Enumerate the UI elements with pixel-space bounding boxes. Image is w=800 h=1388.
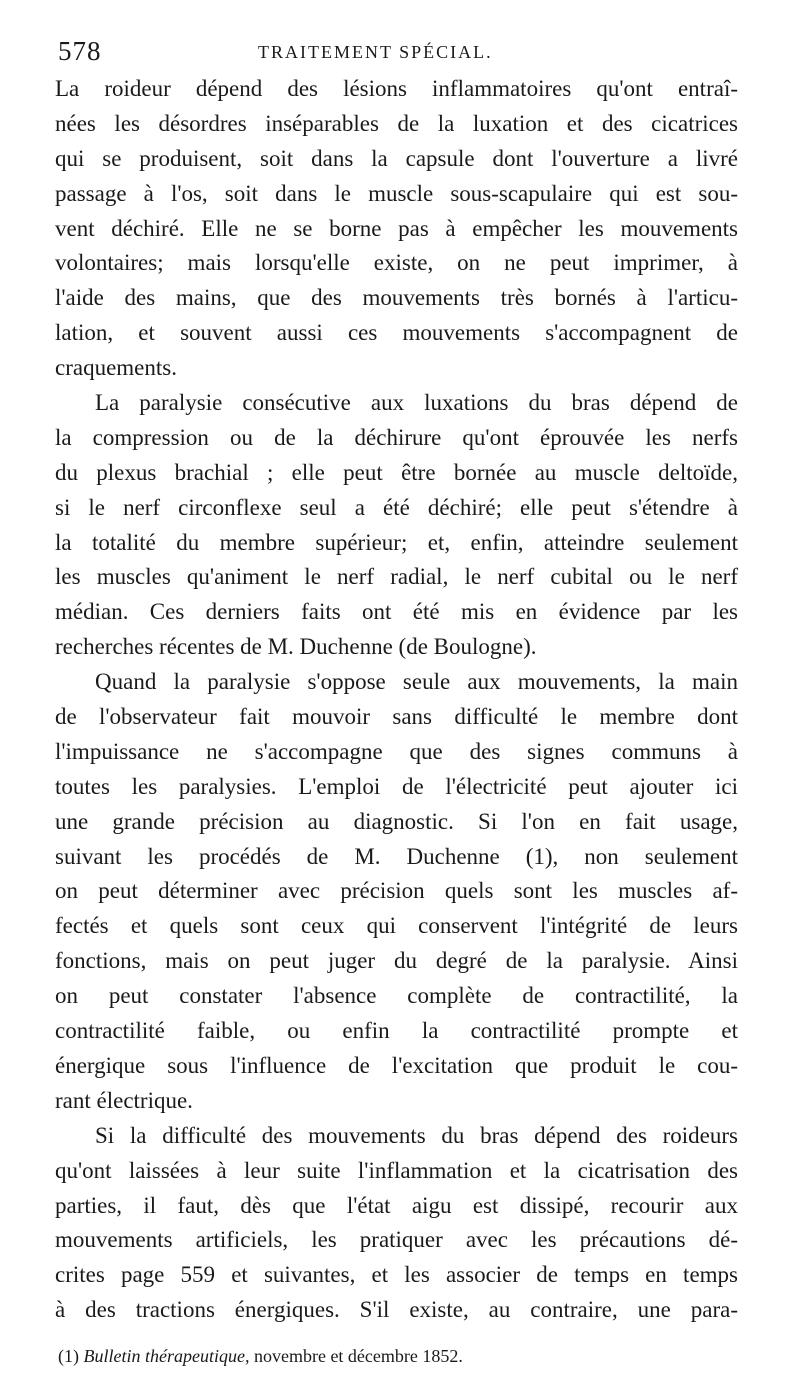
body-text <box>55 72 738 1328</box>
text-line: fectés et quels sont ceux qui conservent l'intégrité de leurs <box>55 913 738 939</box>
text-line: si le nerf circonflexe seul a été déchiré; elle peut s'étendre à <box>55 494 738 520</box>
text-line: l'impuissance ne s'accompagne que des signes communs à <box>55 738 738 764</box>
footnote-marker: (1) <box>58 1346 79 1366</box>
footnote-source-date: novembre et décembre 1852. <box>253 1346 463 1366</box>
text-line: qui se produisent, soit dans la capsule dont l'ouverture a livré <box>55 145 738 171</box>
text-line: crites page 559 et suivantes, et les associer de temps en temps <box>55 1262 738 1288</box>
page-number: 578 <box>58 36 102 66</box>
text-line: on peut déterminer avec précision quels sont les muscles af- <box>55 878 738 904</box>
text-line: médian. Ces derniers faits ont été mis en évidence par les <box>55 599 738 625</box>
text-line: Quand la paralysie s'oppose seule aux mouvements, la main <box>95 669 738 695</box>
text-line: La roideur dépend des lésions inflammatoires qu'ont entraî- <box>55 76 738 101</box>
text-line: les muscles qu'animent le nerf radial, le nerf cubital ou le nerf <box>55 564 738 590</box>
text-line: l'aide des mains, que des mouvements très bornés à l'articu- <box>55 285 738 311</box>
text-line: volontaires; mais lorsqu'elle existe, on ne peut imprimer, à <box>55 250 738 276</box>
text-line: rant électrique. <box>55 1087 193 1113</box>
page-header <box>58 36 738 70</box>
footnote-source-title: Bulletin thérapeutique, <box>83 1346 250 1366</box>
text-line: qu'ont laissées à leur suite l'inflammation et la cicatrisation des <box>55 1157 738 1183</box>
text-line: énergique sous l'influence de l'excitation que produit le cou- <box>55 1052 738 1078</box>
text-line: contractilité faible, ou enfin la contractilité prompte et <box>55 1018 738 1044</box>
text-line: toutes les paralysies. L'emploi de l'électricité peut ajouter ici <box>55 773 738 799</box>
running-title: TRAITEMENT SPÉCIAL. <box>258 42 493 62</box>
text-line: recherches récentes de M. Duchenne (de Boulogne). <box>55 634 537 660</box>
text-line: la totalité du membre supérieur; et, enfin, atteindre seulement <box>55 529 738 555</box>
text-line: à des tractions énergiques. S'il existe, au contraire, une para- <box>55 1297 738 1323</box>
text-line: de l'observateur fait mouvoir sans difficulté le membre dont <box>55 704 738 730</box>
text-line: fonctions, mais on peut juger du degré de la paralysie. Ainsi <box>55 948 738 974</box>
text-line: vent déchiré. Elle ne se borne pas à empêcher les mouvements <box>55 215 738 241</box>
text-line: mouvements artificiels, les pratiquer avec les précautions dé- <box>55 1227 738 1253</box>
text-line: la compression ou de la déchirure qu'ont éprouvée les nerfs <box>55 424 738 450</box>
text-line: craquements. <box>55 355 177 381</box>
text-line: Si la difficulté des mouvements du bras dépend des roideurs <box>95 1122 738 1148</box>
footnote <box>58 1346 738 1367</box>
text-line: lation, et souvent aussi ces mouvements s'accompagnent de <box>55 320 738 346</box>
text-line: La paralysie consécutive aux luxations du bras dépend de <box>95 390 738 416</box>
text-line: on peut constater l'absence complète de contractilité, la <box>55 983 738 1009</box>
text-line: passage à l'os, soit dans le muscle sous-scapulaire qui est sou- <box>55 180 738 206</box>
text-line: parties, il faut, dès que l'état aigu est dissipé, recourir aux <box>55 1192 738 1218</box>
text-line: suivant les procédés de M. Duchenne (1), non seulement <box>55 843 738 869</box>
text-line: du plexus brachial ; elle peut être bornée au muscle deltoïde, <box>55 459 738 485</box>
text-line: nées les désordres inséparables de la luxation et des cicatrices <box>55 110 738 136</box>
text-line: une grande précision au diagnostic. Si l'on en fait usage, <box>55 808 738 834</box>
